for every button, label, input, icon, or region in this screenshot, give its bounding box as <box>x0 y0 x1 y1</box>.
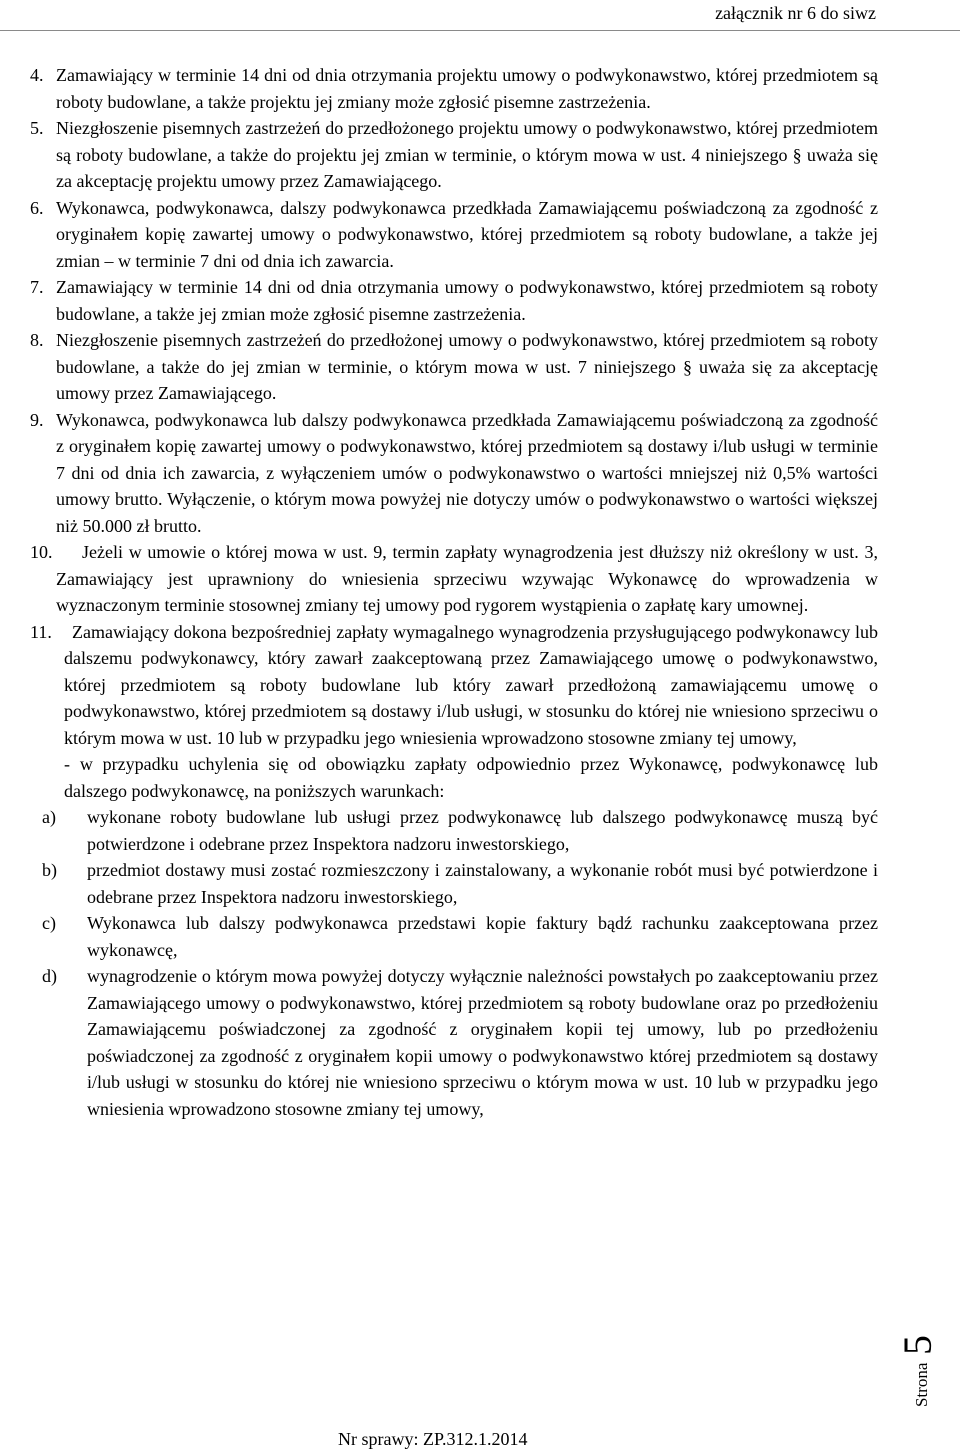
paragraph-text: Niezgłoszenie pisemnych zastrzeżeń do przedłożonej umowy o podwykonawstwo, której przedmiotem są roboty budowlane, a także do jej zmian w terminie, o którym mowa w ust. 7 niniejszego § uważa się za akceptację umowy przez Zamawiającego. <box>56 330 878 403</box>
paragraph-4 <box>30 62 878 115</box>
condition-letter: a) <box>42 807 56 827</box>
condition-text: wynagrodzenie o którym mowa powyżej dotyczy wyłącznie należności powstałych po zaakceptowaniu przez Zamawiającego umowy o podwykonawstwo, której przedmiotem są roboty budowlane oraz po przedłożeniu Zamawiającemu poświadczonej za zgodność z oryginałem kopii tej umowy, lub po przedłożeniu poświadczonej za zgodność z oryginałem kopii umowy o podwykonawstwo której przedmiotem są dostawy i/lub usługi w stosunku do której nie wniesiono sprzeciwu o którym mowa w ust. 10 lub w przypadku jego wniesienia wprowadzono stosowne zmiany tej umowy, <box>87 966 878 1119</box>
condition-text: Wykonawca lub dalszy podwykonawca przedstawi kopie faktury bądź rachunku zaakceptowana przez wykonawcę, <box>87 913 878 960</box>
conditions-list <box>30 804 878 1122</box>
page-number-label <box>895 1335 942 1407</box>
condition-text: przedmiot dostawy musi zostać rozmieszczony i zainstalowany, a wykonanie robót musi być potwierdzone i odebrane przez Inspektora nadzoru inwestorskiego, <box>87 860 878 907</box>
paragraph-number: 5. <box>30 118 44 138</box>
paragraph-number: 9. <box>30 409 44 430</box>
paragraph-number: 7. <box>30 277 44 297</box>
paragraph-text: Jeżeli w umowie o której mowa w ust. 9, termin zapłaty wynagrodzenia jest dłuższy niż określony w ust. 3, Zamawiający jest uprawniony do wniesienia sprzeciwu wzywając Wykonawcę do wprowadzenia w wyznaczonym terminie stosownej zmiany tej umowy pod rygorem wystąpienia o zapłatę kary umownej. <box>56 542 878 615</box>
paragraph-10 <box>30 539 878 619</box>
condition-item <box>30 963 878 1122</box>
conditions-intro: - w przypadku uchylenia się od obowiązku zapłaty odpowiednio przez Wykonawcę, podwykonawcę lub dalszego podwykonawcę, na poniższych warunkach: <box>64 754 878 801</box>
paragraph-number: 6. <box>30 197 44 218</box>
page-word: Strona <box>912 1362 931 1407</box>
attachment-label: załącznik nr 6 do siwz <box>715 3 876 23</box>
paragraph-9 <box>30 407 878 540</box>
paragraph-7 <box>30 274 878 327</box>
paragraph-text: Zamawiający dokona bezpośredniej zapłaty wymagalnego wynagrodzenia przysługującego podwykonawcy lub dalszemu podwykonawcy, który zawarł zaakceptowaną przez Zamawiającego umowę o podwykonawstwo, której przedmiotem są roboty budowlane lub który zawarł przedłożoną zamawiającemu umowę o podwykonawstwo, której przedmiotem są dostawy i/lub usługi, w stosunku do której nie wniesiono sprzeciwu o którym mowa w ust. 10 lub w przypadku jego wniesienia wprowadzono stosowne zmiany tej umowy, <box>64 621 878 748</box>
paragraph-text: Zamawiający w terminie 14 dni od dnia otrzymania umowy o podwykonawstwo, której przedmiotem są roboty budowlane, a także jej zmian może zgłosić pisemne zastrzeżenia. <box>56 277 878 324</box>
page-header <box>0 0 960 38</box>
condition-item <box>30 804 878 857</box>
paragraph-5 <box>30 115 878 195</box>
document-body <box>30 62 878 1122</box>
paragraph-number: 10. <box>30 542 53 562</box>
page-number: 5 <box>895 1335 940 1355</box>
paragraph-11 <box>30 619 878 752</box>
header-divider <box>0 30 960 31</box>
paragraph-number: 4. <box>30 65 44 85</box>
condition-letter: d) <box>42 966 57 986</box>
paragraph-text: Niezgłoszenie pisemnych zastrzeżeń do przedłożonego projektu umowy o podwykonawstwo, której przedmiotem są roboty budowlane, a także do projektu jej zmian w terminie, o którym mowa w ust. 4 niniejszego § uważa się za akceptację projektu umowy przez Zamawiającego. <box>56 118 878 191</box>
condition-letter: c) <box>42 913 56 933</box>
case-number: Nr sprawy: ZP.312.1.2014 <box>338 1429 528 1449</box>
paragraph-text: Wykonawca, podwykonawca, dalszy podwykonawca przedkłada Zamawiającemu poświadczoną za zgodność z oryginałem kopię zawartej umowy o podwykonawstwo, której przedmiotem są roboty budowlane, a także jej zmian – w terminie 7 dni od dnia ich zawarcia. <box>56 197 878 271</box>
paragraph-8 <box>30 327 878 407</box>
paragraph-6 <box>30 195 878 275</box>
paragraph-text: Wykonawca, podwykonawca lub dalszy podwykonawca przedkłada Zamawiającemu poświadczoną za zgodność z oryginałem kopię zawartej umowy o podwykonawstwo, której przedmiotem są dostawy i/lub usługi w terminie 7 dni od dnia ich zawarcia, z wyłączeniem umów o podwykonawstwo o wartości mniejszej niż 0,5% wartości umowy brutto. Wyłączenie, o którym mowa powyżej nie dotyczy umów o podwykonawstwo o wartości większej niż 50.000 zł brutto. <box>56 409 878 536</box>
paragraph-11-intro <box>30 751 878 804</box>
paragraph-number: 11. <box>30 621 52 642</box>
condition-item <box>30 857 878 910</box>
paragraph-text: Zamawiający w terminie 14 dni od dnia otrzymania projektu umowy o podwykonawstwo, której przedmiotem są roboty budowlane, a także projektu jej zmiany może zgłosić pisemne zastrzeżenia. <box>56 65 878 112</box>
condition-item <box>30 910 878 963</box>
condition-letter: b) <box>42 860 57 880</box>
condition-text: wykonane roboty budowlane lub usługi przez podwykonawcę lub dalszego podwykonawcę muszą być potwierdzone i odebrane przez Inspektora nadzoru inwestorskiego, <box>87 807 878 854</box>
paragraph-number: 8. <box>30 330 44 350</box>
